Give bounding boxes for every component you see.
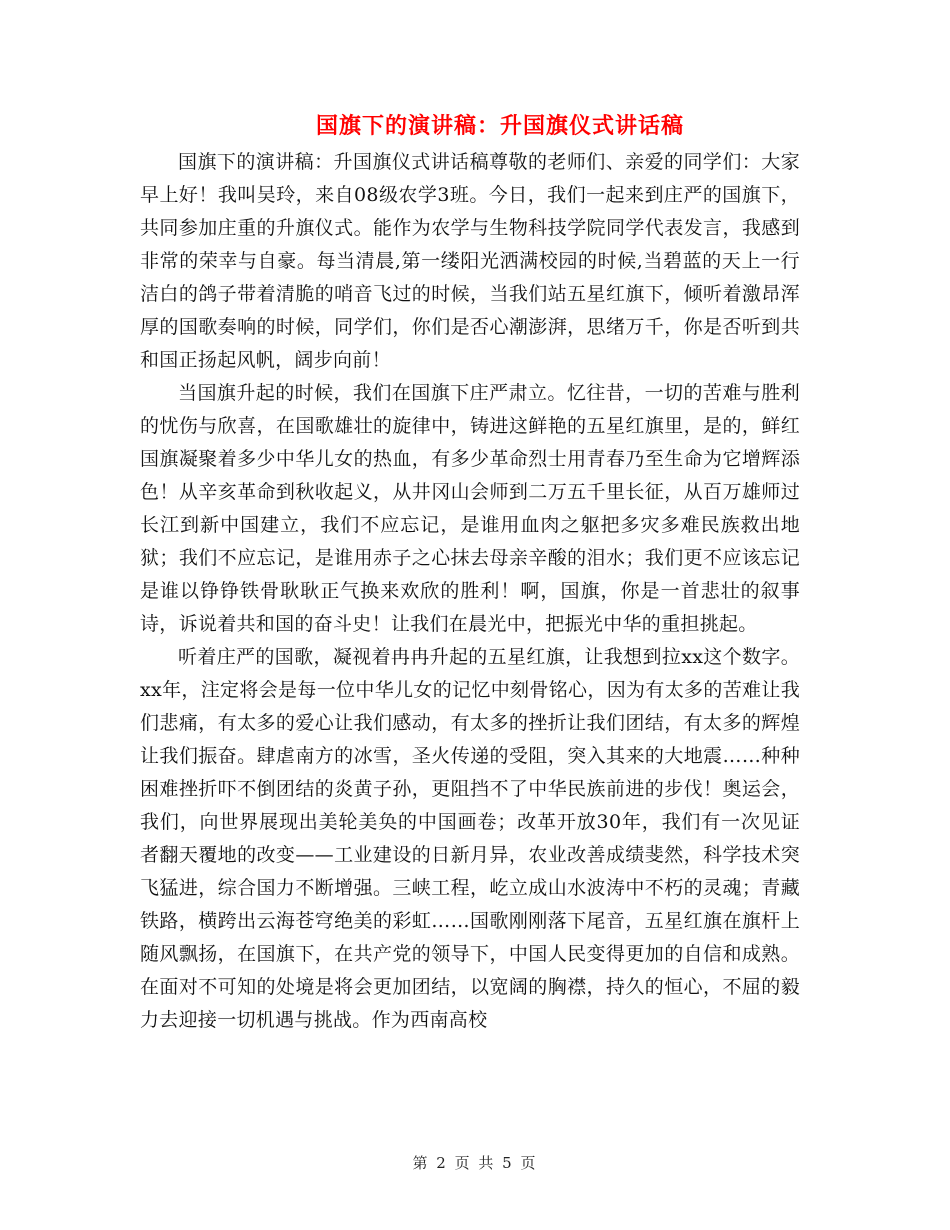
paragraph-3: 听着庄严的国歌，凝视着冉冉升起的五星红旗，让我想到拉xx这个数字。xx年，注定将会是每一位中华儿女的记忆中刻骨铭心，因为有太多的苦难让我们悲痛，有太多的爱心让我们感动，有太多的挫折让我们团结，有太多的辉煌让我们振奋。肆虐南方的冰雪，圣火传递的受阻，突入其来的大地震……种种困难挫折吓不倒团结的炎黄子孙，更阻挡不了中华民族前进的步伐！奥运会，我们，向世界展现出美轮美奂的中国画卷；改革开放30年，我们有一次见证者翻天覆地的改变——工业建设的日新月异，农业改善成绩斐然，科学技术突飞猛进，综合国力不断增强。三峡工程，屹立成山水波涛中不朽的灵魂；青藏铁路，横跨出云海苍穹绝美的彩虹……国歌刚刚落下尾音，五星红旗在旗杆上随风飘扬，在国旗下，在共产党的领导下，中国人民变得更加的自信和成熟。在面对不可知的处境是将会更加团结，以宽阔的胸襟，持久的恒心，不屈的毅力去迎接一切机遇与挑战。作为西南高校 <box>140 646 800 1031</box>
document-title: 国旗下的演讲稿：升国旗仪式讲话稿 <box>315 113 684 139</box>
paragraph-1: 国旗下的演讲稿：升国旗仪式讲话稿尊敬的老师们、亲爱的同学们：大家早上好！我叫吴玲，来自08级农学3班。今日，我们一起来到庄严的国旗下，共同参加庄重的升旗仪式。能作为农学与生物科技学院同学代表发言，我感到非常的荣幸与自豪。每当清晨,第一缕阳光洒满校园的时候,当碧蓝的天上一行洁白的鸽子带着清脆的哨音飞过的时候，当我们站五星红旗下，倾听着激昂浑厚的国歌奏响的时候，同学们，你们是否心潮澎湃，思绪万千，你是否听到共和国正扬起风帆，阔步向前！ <box>140 151 800 371</box>
paragraph-2: 当国旗升起的时候，我们在国旗下庄严肃立。忆往昔，一切的苦难与胜利的忧伤与欣喜，在国歌雄壮的旋律中，铸进这鲜艳的五星红旗里，是的，鲜红国旗凝聚着多少中华儿女的热血，有多少革命烈士用青春乃至生命为它增辉添色！从辛亥革命到秋收起义，从井冈山会师到二万五千里长征，从百万雄师过长江到新中国建立，我们不应忘记，是谁用血肉之躯把多灾多难民族救出地狱；我们不应忘记，是谁用赤子之心抹去母亲辛酸的泪水；我们更不应该忘记是谁以铮铮铁骨耿耿正气换来欢欣的胜利！啊，国旗，你是一首悲壮的叙事诗，诉说着共和国的奋斗史！让我们在晨光中，把振光中华的重担挑起。 <box>140 382 800 635</box>
document-body <box>140 146 800 1037</box>
page-number-footer: 第 2 页 共 5 页 <box>412 1154 538 1172</box>
